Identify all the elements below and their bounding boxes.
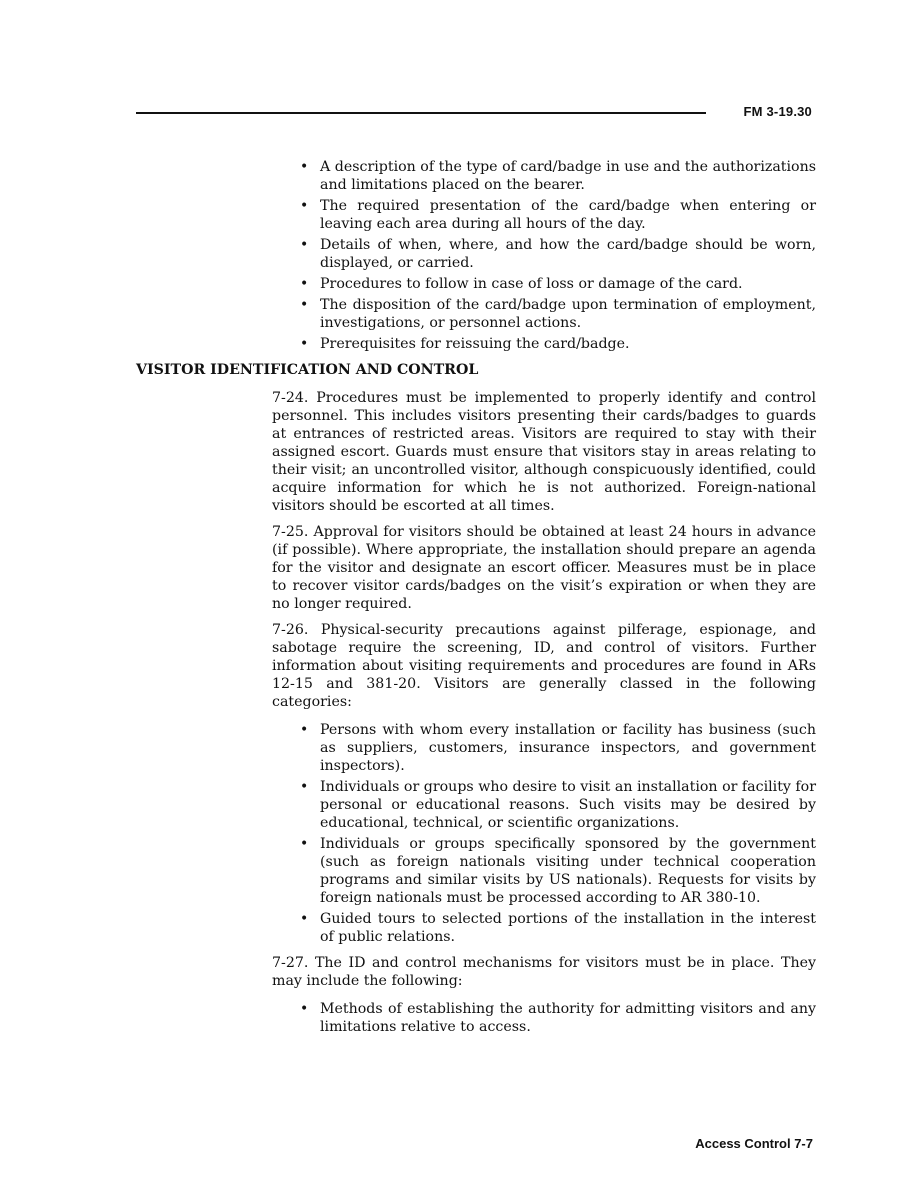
list-item: • The disposition of the card/badge upon termination of employment, investigations, or personnel actions. — [320, 296, 816, 332]
list-item: • Guided tours to selected portions of the installation in the interest of public relations. — [320, 910, 816, 946]
running-head: FM 3-19.30 — [743, 104, 812, 119]
list-item: • Persons with whom every installation or facility has business (such as suppliers, customers, insurance inspectors, and government inspectors). — [320, 721, 816, 775]
section-heading: VISITOR IDENTIFICATION AND CONTROL — [136, 362, 479, 378]
page-footer: Access Control 7-7 — [695, 1136, 813, 1151]
paragraph-7-26: 7-26. Physical-security precautions against pilferage, espionage, and sabotage require the screening, ID, and control of visitors. Further information about visiting requirements and procedures are found in ARs 12-15 and 381-20. Visitors are generally classed in the following categories: — [272, 622, 816, 710]
page-body — [136, 158, 816, 1044]
card-badge-requirements-list — [136, 158, 816, 353]
list-item: • Methods of establishing the authority for admitting visitors and any limitations relative to access. — [320, 1000, 816, 1036]
list-item: • Details of when, where, and how the card/badge should be worn, displayed, or carried. — [320, 236, 816, 272]
visitor-categories-list — [136, 721, 816, 946]
control-mechanisms-list — [136, 1000, 816, 1036]
paragraph-7-24: 7-24. Procedures must be implemented to properly identify and control personnel. This includes visitors presenting their cards/badges to guards at entrances of restricted areas. Visitors are required to stay with their assigned escort. Guards must ensure that visitors stay in areas relating to their visit; an uncontrolled visitor, although conspicuously identified, could acquire information for which he is not authorized. Foreign-national visitors should be escorted at all times. — [272, 390, 816, 514]
list-item: • Procedures to follow in case of loss or damage of the card. — [320, 275, 816, 293]
list-item: • The required presentation of the card/badge when entering or leaving each area during all hours of the day. — [320, 197, 816, 233]
list-item: • Individuals or groups who desire to visit an installation or facility for personal or educational reasons. Such visits may be desired by educational, technical, or scientific organizations. — [320, 778, 816, 832]
list-item: • Prerequisites for reissuing the card/badge. — [320, 335, 816, 353]
list-item: • A description of the type of card/badge in use and the authorizations and limitations placed on the bearer. — [320, 158, 816, 194]
list-item: • Individuals or groups specifically sponsored by the government (such as foreign nationals visiting under technical cooperation programs and similar visits by US nationals). Requests for visits by foreign nationals must be processed according to AR 380-10. — [320, 835, 816, 907]
paragraph-7-27: 7-27. The ID and control mechanisms for visitors must be in place. They may include the following: — [272, 955, 816, 989]
header-rule — [136, 112, 706, 114]
paragraph-7-25: 7-25. Approval for visitors should be obtained at least 24 hours in advance (if possible). Where appropriate, the installation should prepare an agenda for the visitor and designate an escort officer. Measures must be in place to recover visitor cards/badges on the visit’s expiration or when they are no longer required. — [272, 524, 816, 612]
